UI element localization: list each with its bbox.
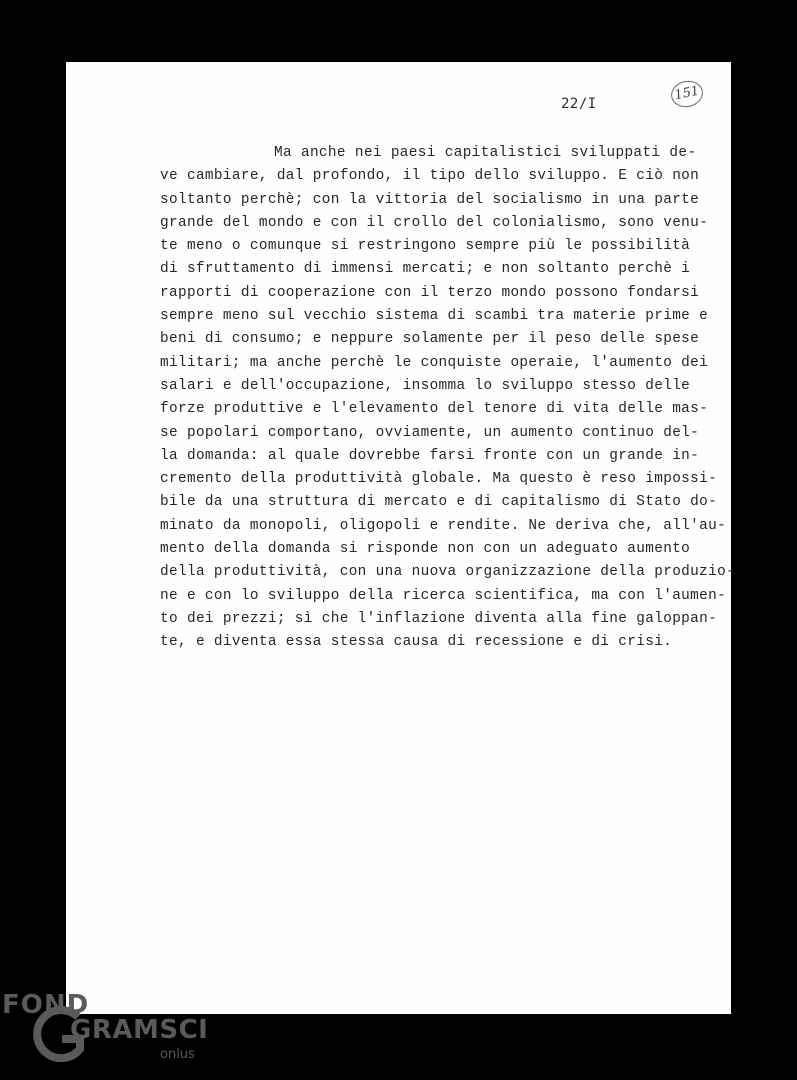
text-line: sempre meno sul vecchio sistema di scambi tra materie prime e: [160, 308, 709, 325]
archive-stamp: [669, 78, 706, 110]
text-line: grande del mondo e con il crollo del colonialismo, sono venu-: [160, 214, 709, 231]
watermark-onlus: onlus: [160, 1047, 195, 1062]
typed-paragraph: [160, 142, 736, 655]
text-line: minato da monopoli, oligopoli e rendite. Ne deriva che, all'au-: [160, 517, 727, 534]
watermark-gramsci: GRAMSCI: [70, 1015, 209, 1045]
text-line: cremento della produttività globale. Ma questo è reso impossi-: [160, 471, 718, 488]
text-line: ne e con lo sviluppo della ricerca scientifica, ma con l'aumen-: [160, 587, 727, 604]
text-line: bile da una struttura di mercato e di capitalismo di Stato do-: [160, 494, 718, 511]
text-line: militari; ma anche perchè le conquiste operaie, l'aumento dei: [160, 354, 709, 371]
text-line: della produttività, con una nuova organizzazione della produzio-: [160, 564, 736, 581]
text-line: to dei prezzi; sì che l'inflazione diventa alla fine galoppan-: [160, 610, 718, 627]
fondazione-gramsci-watermark: [0, 985, 230, 1080]
document-page: [66, 62, 736, 1014]
text-line: se popolari comportano, ovviamente, un aumento continuo del-: [160, 424, 700, 441]
text-line: ve cambiare, dal profondo, il tipo dello sviluppo. E ciò non: [160, 168, 700, 185]
archive-stamp-number: 151: [673, 83, 701, 104]
text-line: Ma anche nei paesi capitalistici sviluppati de-: [274, 145, 697, 161]
text-line: soltanto perchè; con la vittoria del socialismo in una parte: [160, 191, 700, 208]
text-line: salari e dell'occupazione, insomma lo sviluppo stesso delle: [160, 377, 691, 394]
text-line: beni di consumo; e neppure solamente per il peso delle spese: [160, 331, 700, 348]
text-line: rapporti di cooperazione con il terzo mondo possono fondarsi: [160, 284, 700, 301]
watermark-fond: FOND: [2, 990, 90, 1020]
text-line: mento della domanda si risponde non con un adeguato aumento: [160, 541, 691, 558]
text-line: te, e diventa essa stessa causa di recessione e di crisi.: [160, 634, 673, 651]
text-line: forze produttive e l'elevamento del tenore di vita delle mas-: [160, 401, 709, 418]
text-line: te meno o comunque si restringono sempre più le possibilità: [160, 238, 691, 255]
text-line: la domanda: al quale dovrebbe farsi fronte con un grande in-: [160, 447, 700, 464]
text-line: di sfruttamento di immensi mercati; e non soltanto perchè i: [160, 261, 691, 278]
page-number: 22/I: [561, 96, 597, 112]
